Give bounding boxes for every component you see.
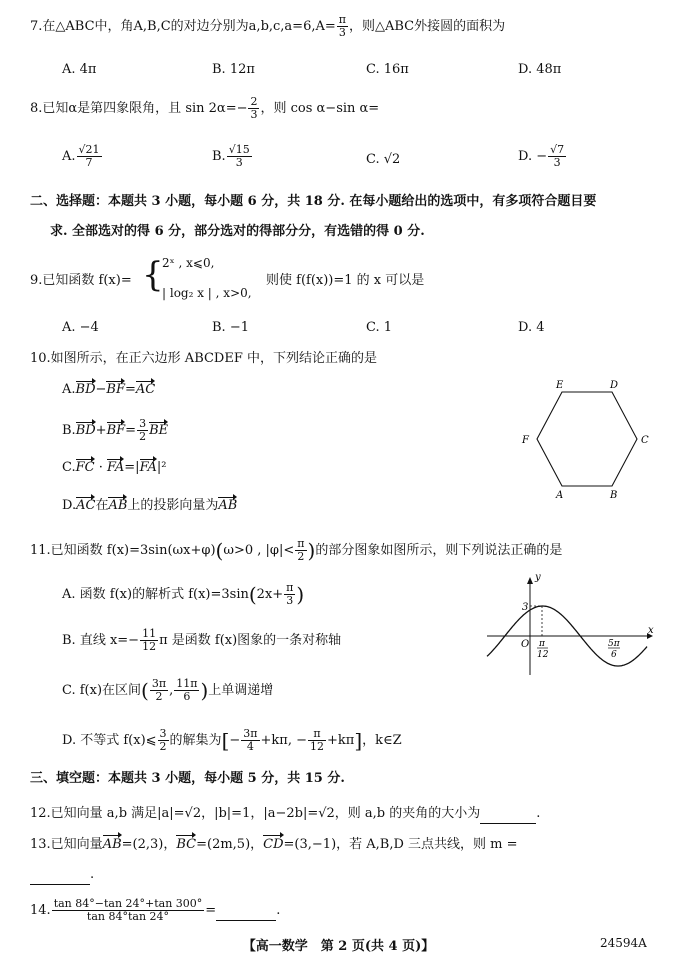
vertex-label-d: D bbox=[610, 380, 619, 391]
q8-option-b: B. $\frac{√15}{3}$ bbox=[212, 143, 250, 169]
vertex-label-a: A bbox=[556, 490, 564, 501]
q7-option-d: D. 48π bbox=[518, 62, 562, 77]
q10-option-c: C.FC · FA=|FA|² bbox=[62, 460, 167, 475]
max-value-label: 3 bbox=[522, 602, 529, 613]
q11-option-c: C. f(x)在区间( $\frac{3\pi}{2}$ , $\frac{11\pi}{6}$ )上单调递增 bbox=[62, 677, 274, 703]
y-axis-arrow bbox=[527, 577, 533, 584]
q10-option-d: D.AC在AB上的投影向量为AB bbox=[62, 498, 238, 513]
answer-blank-14[interactable] bbox=[216, 902, 276, 921]
question-11-stem: 11.已知函数 f(x)=3sin(ωx+φ)(ω>0 , |φ|< $\frac{\pi}{2}$ )的部分图象如图所示，则下列说法正确的是 bbox=[30, 537, 563, 563]
vertex-label-e: E bbox=[556, 380, 564, 391]
tick-1-den: 12 bbox=[537, 650, 549, 660]
q8-option-a: A. $\frac{√21}{7}$ bbox=[62, 143, 100, 169]
vertex-label-c: C bbox=[641, 435, 649, 446]
section-2-heading-cont: 求. 全部选对的得 6 分，部分选对的得部分分，有选错的得 0 分. bbox=[50, 224, 425, 239]
origin-label: O bbox=[521, 639, 530, 650]
answer-blank-13[interactable] bbox=[30, 866, 90, 885]
q7-option-a: A. 4π bbox=[62, 62, 97, 77]
x-axis-label: x bbox=[648, 625, 654, 636]
hexagon-shape bbox=[537, 392, 637, 486]
question-9-stem-end: 则使 f(f(x))=1 的 x 可以是 bbox=[266, 273, 425, 288]
piece-2: | log₂ x | , x>0, bbox=[162, 286, 252, 300]
q10-option-b: B.BD+BF= $\frac{3}{2}$ BE bbox=[62, 417, 169, 443]
q9-option-a: A. −4 bbox=[62, 320, 99, 335]
tick-2-num: 5π bbox=[608, 639, 620, 649]
piecewise-brace: { bbox=[142, 255, 164, 295]
q9-option-b: B. −1 bbox=[212, 320, 249, 335]
q10-option-a: A.BD−BF=AC bbox=[62, 382, 156, 397]
question-9-stem-start: 9.已知函数 f(x)= bbox=[30, 273, 132, 288]
question-13: 13.已知向量AB=(2,3)，BC=(2m,5)，CD=(3,−1)，若 A,B,D 三点共线，则 m = bbox=[30, 837, 518, 852]
question-7-stem: 7.在△ABC中，角A,B,C的对边分别为a,b,c,a=6,A= $\frac{\pi}{3}$ ，则△ABC外接圆的面积为 bbox=[30, 13, 506, 39]
hexagon-figure bbox=[515, 378, 655, 503]
q8-option-c: C. √2 bbox=[366, 152, 401, 167]
sine-graph bbox=[482, 570, 657, 680]
q11-option-a: A. 函数 f(x)的解析式 f(x)=3sin(2x+ $\frac{\pi}{3}$ ) bbox=[62, 581, 305, 607]
q7-option-b: B. 12π bbox=[212, 62, 255, 77]
q11-option-d: D. 不等式 f(x)⩽ $\frac{3}{2}$ 的解集为[− $\frac{3\pi}{4}$ +kπ, − $\frac{\pi}{12}$ +kπ]，k∈Z bbox=[62, 727, 402, 753]
vertex-label-f: F bbox=[522, 435, 529, 446]
q9-option-c: C. 1 bbox=[366, 320, 393, 335]
vertex-label-b: B bbox=[610, 490, 618, 501]
piece-1: 2ˣ , x⩽0, bbox=[162, 256, 215, 270]
q7-option-c: C. 16π bbox=[366, 62, 409, 77]
fraction: $\frac{\pi}{3}$ bbox=[338, 13, 346, 39]
tick-2-den: 6 bbox=[611, 650, 617, 660]
fraction: $\frac{2}{3}$ bbox=[250, 95, 258, 121]
answer-blank-12[interactable] bbox=[480, 805, 536, 824]
question-14: 14. $\frac{\tan 84^\circ-\tan 24^\circ+\tan 300^\circ}{\tan 84^\circ\tan 24^\circ}$ = . bbox=[30, 897, 281, 923]
question-8-stem: 8.已知α是第四象限角，且 sin 2α=− $\frac{2}{3}$ ，则 cos α−sin α= bbox=[30, 95, 380, 121]
page-footer: 【高一数学 第 2 页(共 4 页)】 bbox=[242, 939, 435, 954]
question-13-answer: . bbox=[30, 866, 94, 885]
tick-1-num: π bbox=[539, 639, 545, 649]
q11-option-b: B. 直线 x=− $\frac{11}{12}$ π 是函数 f(x)图象的一条对称轴 bbox=[62, 627, 342, 653]
exam-code: 24594A bbox=[600, 936, 647, 950]
question-10-stem: 10.如图所示，在正六边形 ABCDEF 中，下列结论正确的是 bbox=[30, 351, 378, 366]
section-3-heading: 三、填空题：本题共 3 小题，每小题 5 分，共 15 分. bbox=[30, 771, 345, 786]
section-2-heading: 二、选择题：本题共 3 小题，每小题 6 分，共 18 分. 在每小题给出的选项中，有多项符合题目要 bbox=[30, 194, 597, 209]
question-12: 12.已知向量 a,b 满足|a|=√2，|b|=1，|a−2b|=√2，则 a,b 的夹角的大小为 . bbox=[30, 805, 540, 824]
q8-option-d: D. − $\frac{√7}{3}$ bbox=[518, 143, 565, 169]
y-axis-label: y bbox=[535, 572, 541, 583]
q9-option-d: D. 4 bbox=[518, 320, 545, 335]
